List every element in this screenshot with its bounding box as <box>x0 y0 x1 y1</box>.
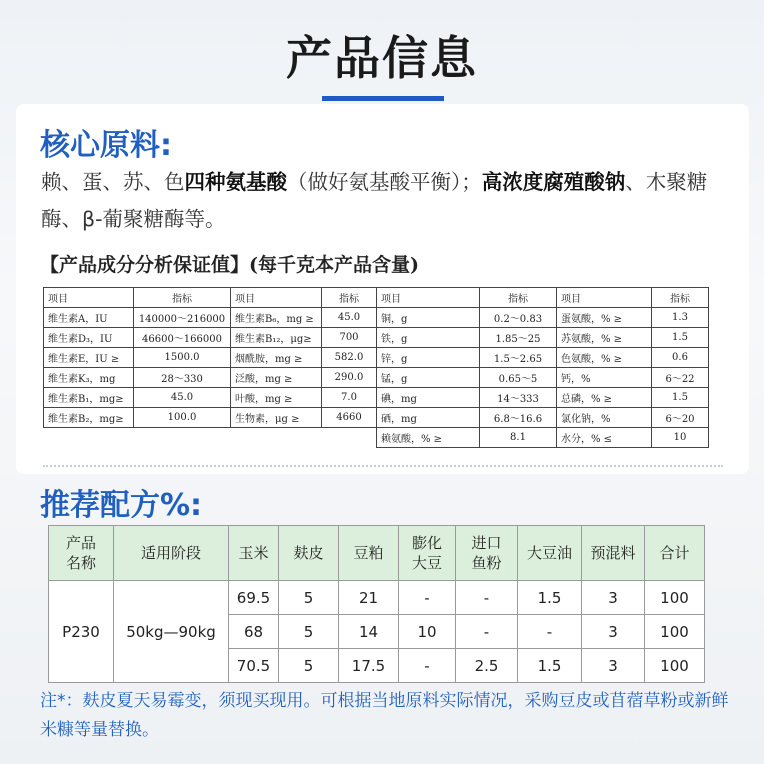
formula-cell: 70.5 <box>229 649 279 683</box>
formula-cell: 69.5 <box>229 581 279 615</box>
analysis-cell: 总磷，% ≥ <box>557 388 652 408</box>
analysis-cell: 苏氨酸，% ≥ <box>557 328 652 348</box>
analysis-cell: 水分，% ≤ <box>557 428 652 448</box>
analysis-cell: 582.0 <box>322 348 377 368</box>
analysis-cell: 维生素B₂，mg≥ <box>44 408 134 428</box>
analysis-cell: 4660 <box>322 408 377 428</box>
analysis-header-cell: 项目 <box>231 288 322 308</box>
analysis-cell: 铜，g <box>377 308 480 328</box>
formula-header-cell: 适用阶段 <box>114 526 229 581</box>
analysis-cell: 维生素E，IU ≥ <box>44 348 134 368</box>
formula-heading: 推荐配方%: <box>40 488 203 523</box>
analysis-cell: 维生素A，IU <box>44 308 134 328</box>
analysis-cell: 钙，% <box>557 368 652 388</box>
analysis-row <box>44 388 709 408</box>
analysis-cell: 45.0 <box>134 388 231 408</box>
analysis-row <box>44 328 709 348</box>
core-bold-2: 高浓度腐殖酸钠 <box>481 170 626 194</box>
analysis-cell: 28～330 <box>134 368 231 388</box>
analysis-cell: 46600～166000 <box>134 328 231 348</box>
analysis-cell: 维生素K₃，mg <box>44 368 134 388</box>
formula-header-cell: 豆粕 <box>339 526 399 581</box>
analysis-cell: 蛋氨酸，% ≥ <box>557 308 652 328</box>
formula-cell: - <box>456 615 518 649</box>
analysis-title: 【产品成分分析保证值】(每千克本产品含量) <box>40 254 419 276</box>
analysis-cell: 生物素，μg ≥ <box>231 408 322 428</box>
formula-cell: 100 <box>645 615 705 649</box>
analysis-row <box>44 308 709 328</box>
formula-cell: 17.5 <box>339 649 399 683</box>
analysis-cell: 叶酸，mg ≥ <box>231 388 322 408</box>
analysis-cell: 硒，mg <box>377 408 480 428</box>
analysis-header-row <box>44 288 709 308</box>
analysis-cell: 色氨酸，% ≥ <box>557 348 652 368</box>
footnote: 注*：麸皮夏天易霉变，须现买现用。可根据当地原料实际情况，采购豆皮或苜蓿草粉或新鲜米糠等量替换。 <box>40 691 729 740</box>
formula-cell: 10 <box>399 615 456 649</box>
analysis-header-cell: 指标 <box>652 288 709 308</box>
analysis-cell: 0.6 <box>652 348 709 368</box>
analysis-row <box>44 348 709 368</box>
core-text-2: （做好氨基酸平衡）； <box>287 170 482 194</box>
formula-cell: - <box>456 581 518 615</box>
formula-cell: 1.5 <box>518 649 582 683</box>
formula-header-cell: 合计 <box>645 526 705 581</box>
core-text-1: 赖、蛋、苏、色 <box>41 170 185 194</box>
formula-cell: 14 <box>339 615 399 649</box>
product-name-cell: P230 <box>49 581 114 683</box>
analysis-cell: 140000～216000 <box>134 308 231 328</box>
analysis-cell: 1.5 <box>652 388 709 408</box>
formula-cell: 3 <box>582 615 645 649</box>
formula-cell: 100 <box>645 649 705 683</box>
analysis-cell: 700 <box>322 328 377 348</box>
analysis-header-cell: 项目 <box>377 288 480 308</box>
analysis-cell: 维生素B₁，mg≥ <box>44 388 134 408</box>
formula-cell: 3 <box>582 649 645 683</box>
core-text-3: 、木聚糖酶、β-葡聚糖酶等。 <box>41 170 708 231</box>
analysis-cell: 7.0 <box>322 388 377 408</box>
formula-cell: 5 <box>279 649 339 683</box>
analysis-cell: 维生素B₁₂，μg≥ <box>231 328 322 348</box>
formula-header-cell: 麸皮 <box>279 526 339 581</box>
analysis-header-cell: 指标 <box>480 288 557 308</box>
analysis-header-cell: 指标 <box>322 288 377 308</box>
analysis-cell: 维生素B₆，mg ≥ <box>231 308 322 328</box>
formula-cell: 100 <box>645 581 705 615</box>
section-divider <box>43 465 723 467</box>
analysis-cell: 维生素D₃，IU <box>44 328 134 348</box>
analysis-cell: 0.65～5 <box>480 368 557 388</box>
analysis-cell: 氯化钠，% <box>557 408 652 428</box>
formula-cell: - <box>518 615 582 649</box>
empty-cell <box>322 428 377 448</box>
formula-cell: 68 <box>229 615 279 649</box>
analysis-cell: 1500.0 <box>134 348 231 368</box>
analysis-header-cell: 项目 <box>44 288 134 308</box>
analysis-cell: 烟酰胺，mg ≥ <box>231 348 322 368</box>
core-bold-1: 四种氨基酸 <box>184 170 287 194</box>
formula-table-wrap <box>48 525 705 683</box>
formula-cell: - <box>399 581 456 615</box>
analysis-row <box>44 428 709 448</box>
core-ingredients-heading: 核心原料: <box>40 128 172 163</box>
empty-cell <box>134 428 231 448</box>
formula-table <box>48 525 705 683</box>
stage-cell: 50kg—90kg <box>114 581 229 683</box>
formula-header-cell: 进口 鱼粉 <box>456 526 518 581</box>
analysis-cell: 碘，mg <box>377 388 480 408</box>
page-title: 产品信息 <box>286 31 478 85</box>
analysis-cell: 6～22 <box>652 368 709 388</box>
analysis-row <box>44 368 709 388</box>
analysis-cell: 45.0 <box>322 308 377 328</box>
empty-cell <box>231 428 322 448</box>
analysis-cell: 10 <box>652 428 709 448</box>
formula-cell: 2.5 <box>456 649 518 683</box>
title-underline <box>322 96 444 101</box>
analysis-table <box>43 287 709 448</box>
analysis-cell: 泛酸，mg ≥ <box>231 368 322 388</box>
analysis-cell: 锰，g <box>377 368 480 388</box>
analysis-cell: 1.85～25 <box>480 328 557 348</box>
analysis-header-cell: 指标 <box>134 288 231 308</box>
analysis-cell: 8.1 <box>480 428 557 448</box>
analysis-cell: 0.2～0.83 <box>480 308 557 328</box>
formula-cell: 5 <box>279 615 339 649</box>
formula-cell: 3 <box>582 581 645 615</box>
formula-cell: 5 <box>279 581 339 615</box>
analysis-row <box>44 408 709 428</box>
formula-header-cell: 产品 名称 <box>49 526 114 581</box>
formula-header-cell: 预混料 <box>582 526 645 581</box>
analysis-cell: 铁，g <box>377 328 480 348</box>
formula-row <box>49 581 705 615</box>
formula-header-cell: 膨化 大豆 <box>399 526 456 581</box>
formula-cell: 1.5 <box>518 581 582 615</box>
formula-cell: 21 <box>339 581 399 615</box>
analysis-cell: 赖氨酸，% ≥ <box>377 428 480 448</box>
analysis-cell: 1.5 <box>652 328 709 348</box>
empty-cell <box>44 428 134 448</box>
analysis-cell: 6.8～16.6 <box>480 408 557 428</box>
analysis-header-cell: 项目 <box>557 288 652 308</box>
analysis-cell: 290.0 <box>322 368 377 388</box>
formula-cell: - <box>399 649 456 683</box>
analysis-cell: 1.5～2.65 <box>480 348 557 368</box>
analysis-cell: 14～333 <box>480 388 557 408</box>
core-ingredients-text <box>41 164 731 238</box>
analysis-cell: 100.0 <box>134 408 231 428</box>
analysis-cell: 锌，g <box>377 348 480 368</box>
formula-header-row <box>49 526 705 581</box>
analysis-cell: 6～20 <box>652 408 709 428</box>
analysis-cell: 1.3 <box>652 308 709 328</box>
formula-header-cell: 大豆油 <box>518 526 582 581</box>
formula-header-cell: 玉米 <box>229 526 279 581</box>
